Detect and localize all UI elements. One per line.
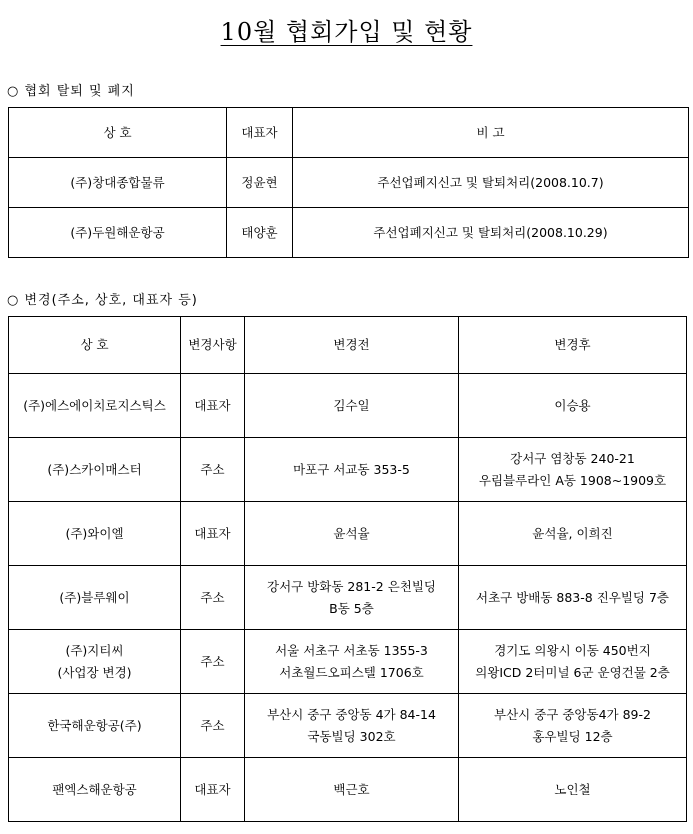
changes-table <box>8 316 687 822</box>
after-cell-line: 부산시 중구 중앙동4가 89-2 <box>494 706 651 722</box>
before-cell-line: B동 5층 <box>329 600 374 616</box>
change-type-cell: 주소 <box>181 438 245 502</box>
before-cell-line: 국동빌딩 302호 <box>307 728 396 744</box>
before-cell-line: 서초월드오피스텔 1706호 <box>279 664 424 680</box>
after-cell <box>459 694 687 758</box>
after-cell-line: 의왕ICD 2터미널 6군 운영건물 2층 <box>475 664 670 680</box>
table-row <box>9 158 689 208</box>
after-cell <box>459 758 687 822</box>
after-cell-line: 경기도 의왕시 이동 450번지 <box>494 642 651 658</box>
column-header: 변경전 <box>245 317 459 374</box>
company-name-cell <box>9 758 181 822</box>
before-cell <box>245 566 459 630</box>
column-header: 상 호 <box>9 108 227 158</box>
column-header: 비 고 <box>293 108 689 158</box>
change-type-cell: 주소 <box>181 630 245 694</box>
before-cell-line: 강서구 방화동 281-2 은천빌딩 <box>267 578 436 594</box>
company-name-cell-line: (주)에스에이치로지스틱스 <box>23 397 166 413</box>
before-cell <box>245 438 459 502</box>
after-cell-line: 우림블루라인 A동 1908~1909호 <box>478 472 667 488</box>
after-cell-line: 강서구 염창동 240-21 <box>510 450 635 466</box>
table-row <box>9 502 687 566</box>
company-name-cell-line: (주)와이엘 <box>65 525 124 541</box>
after-cell-line: 노인철 <box>554 781 591 797</box>
after-cell <box>459 502 687 566</box>
table-row <box>9 630 687 694</box>
before-cell-line: 부산시 중구 중앙동 4가 84-14 <box>267 706 436 722</box>
company-name-cell <box>9 502 181 566</box>
before-cell <box>245 758 459 822</box>
before-cell <box>245 502 459 566</box>
column-header: 상 호 <box>9 317 181 374</box>
change-type-cell: 주소 <box>181 694 245 758</box>
note-cell: 주선업폐지신고 및 탈퇴처리(2008.10.29) <box>293 208 689 258</box>
after-cell-line: 홍우빌딩 12층 <box>532 728 613 744</box>
change-type-cell: 주소 <box>181 566 245 630</box>
table-row <box>9 758 687 822</box>
table-header-row <box>9 317 687 374</box>
column-header: 변경사항 <box>181 317 245 374</box>
column-header: 변경후 <box>459 317 687 374</box>
section2-heading: ○ 변경(주소, 상호, 대표자 등) <box>7 293 198 308</box>
before-cell-line: 김수일 <box>333 397 370 413</box>
after-cell-line: 서초구 방배동 883-8 진우빌딩 7층 <box>476 589 669 605</box>
section1-heading: ○ 협회 탈퇴 및 폐지 <box>7 84 135 99</box>
before-cell-line: 백근호 <box>333 781 370 797</box>
withdrawal-table <box>8 107 689 258</box>
table-row <box>9 694 687 758</box>
company-name-cell <box>9 374 181 438</box>
after-cell <box>459 438 687 502</box>
table-row <box>9 208 689 258</box>
before-cell <box>245 694 459 758</box>
before-cell <box>245 630 459 694</box>
company-name-cell: (주)두원해운항공 <box>9 208 227 258</box>
before-cell-line: 마포구 서교동 353-5 <box>293 461 410 477</box>
document-title: 10월 협회가입 및 현황 <box>220 18 473 46</box>
representative-cell: 정윤현 <box>227 158 293 208</box>
company-name-cell <box>9 630 181 694</box>
after-cell-line: 이승용 <box>554 397 591 413</box>
table-row <box>9 438 687 502</box>
table-header-row <box>9 108 689 158</box>
company-name-cell-line: 팬엑스해운항공 <box>52 781 137 797</box>
before-cell <box>245 374 459 438</box>
company-name-cell: (주)창대종합물류 <box>9 158 227 208</box>
after-cell <box>459 566 687 630</box>
company-name-cell-line: (주)블루웨이 <box>59 589 130 605</box>
column-header: 대표자 <box>227 108 293 158</box>
table-row <box>9 566 687 630</box>
company-name-cell <box>9 438 181 502</box>
representative-cell: 태양훈 <box>227 208 293 258</box>
change-type-cell: 대표자 <box>181 502 245 566</box>
company-name-cell-line: (주)스카이매스터 <box>47 461 142 477</box>
company-name-cell-line: 한국해운항공(주) <box>47 717 142 733</box>
change-type-cell: 대표자 <box>181 758 245 822</box>
company-name-cell <box>9 694 181 758</box>
table-row <box>9 374 687 438</box>
before-cell-line: 서울 서초구 서초동 1355-3 <box>275 642 428 658</box>
change-type-cell: 대표자 <box>181 374 245 438</box>
company-name-cell-line: (사업장 변경) <box>57 664 132 680</box>
document-title-wrap <box>0 12 693 47</box>
after-cell <box>459 374 687 438</box>
after-cell-line: 윤석율, 이희진 <box>532 525 613 541</box>
after-cell <box>459 630 687 694</box>
before-cell-line: 윤석율 <box>333 525 370 541</box>
company-name-cell-line: (주)지티씨 <box>65 642 124 658</box>
note-cell: 주선업폐지신고 및 탈퇴처리(2008.10.7) <box>293 158 689 208</box>
company-name-cell <box>9 566 181 630</box>
